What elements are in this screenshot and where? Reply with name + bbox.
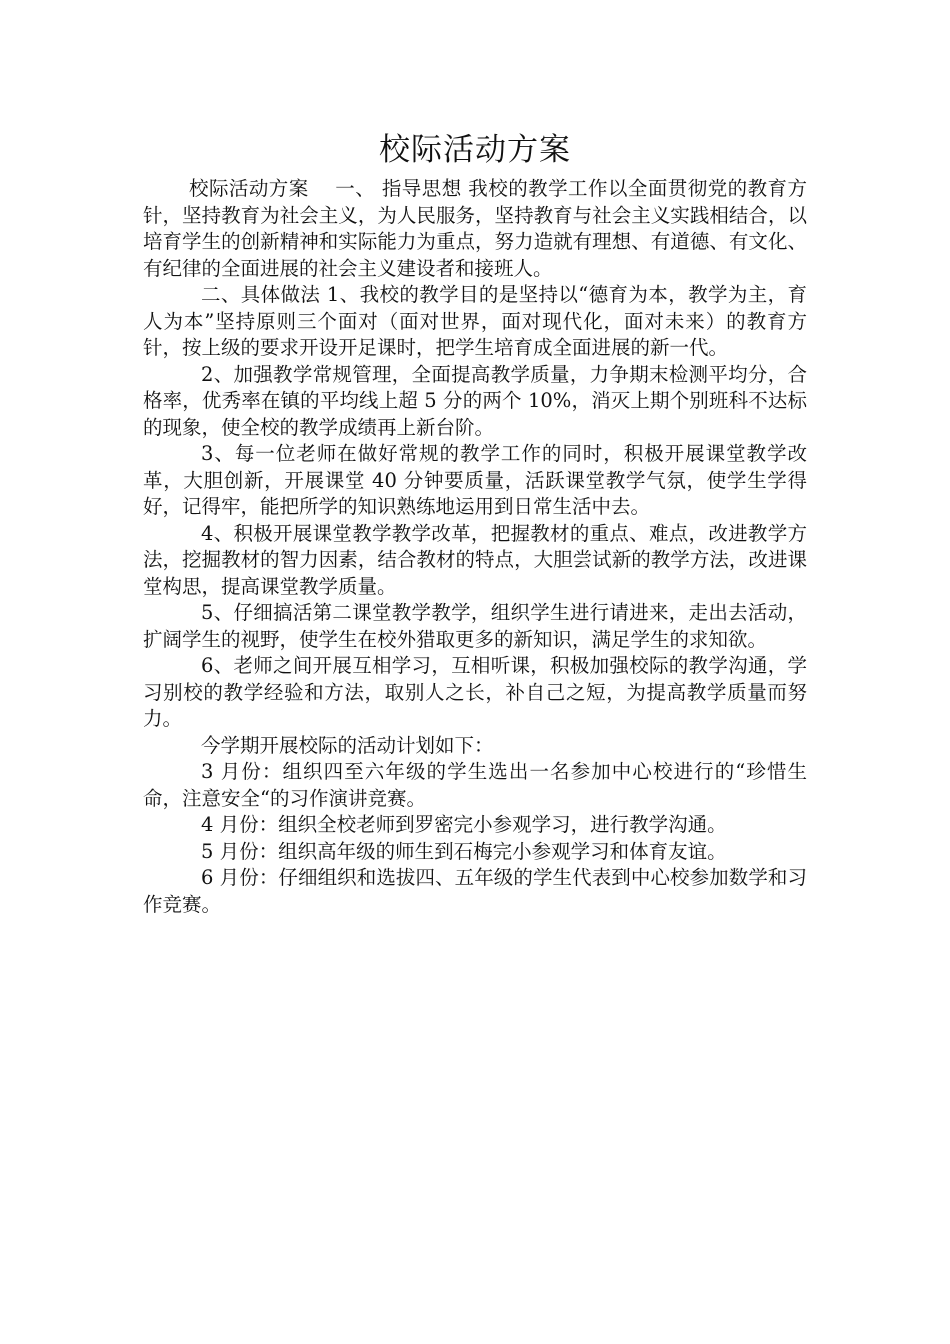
document-title: 校际活动方案 — [379, 132, 571, 168]
paragraph-item-6: 6、老师之间开展互相学习，互相听课，积极加强校际的教学沟通，学习别校的教学经验和方法，取别人之长，补自己之短，为提高教学质量而努力。 — [143, 654, 807, 730]
paragraph-item-3: 3、每一位老师在做好常规的教学工作的同时，积极开展课堂教学改革，大胆创新，开展课堂 40 分钟要质量，活跃课堂教学气氛，使学生学得好，记得牢，能把所学的知识熟练地运用到日常生活中去。 — [143, 442, 807, 518]
document-body — [143, 176, 807, 918]
paragraph-plan-may: 5 月份：组织高年级的师生到石梅完小参观学习和体育友谊。 — [201, 839, 727, 863]
paragraph-plan-april: 4 月份：组织全校老师到罗密完小参观学习，进行教学沟通。 — [201, 813, 727, 836]
paragraph-item-4: 4、积极开展课堂教学教学改革，把握教材的重点、难点，改进教学方法，挖掘教材的智力因素，结合教材的特点，大胆尝试新的教学方法，改进课堂构思，提高课堂教学质量。 — [143, 521, 807, 598]
paragraph-plan-intro: 今学期开展校际的活动计划如下： — [201, 733, 494, 757]
paragraph-guiding-ideology: 校际活动方案 一、 指导思想 我校的教学工作以全面贯彻党的教育方针，坚持教育为社会主义，为人民服务，坚持教育与社会主义实践相结合，以培育学生的创新精神和实际能力为重点，努力造就有理想、有道德、有文化、有纪律的全面进展的社会主义建设者和接班人。 — [143, 177, 807, 280]
paragraph-item-2: 2、加强教学常规管理，全面提高教学质量，力争期末检测平均分，合格率，优秀率在镇的平均线上超 5 分的两个 10%，消灭上期个别班科不达标的现象，使全校的教学成绩再上新台阶。 — [143, 362, 807, 439]
paragraph-item-5: 5、仔细搞活第二课堂教学教学，组织学生进行请进来，走出去活动，扩阔学生的视野，使学生在校外猎取更多的新知识，满足学生的求知欲。 — [143, 601, 807, 651]
paragraph-specific-methods: 二、具体做法 1、我校的教学目的是坚持以“德育为本，教学为主，育人为本”坚持原则三个面对（面对世界，面对现代化，面对未来）的教育方针，按上级的要求开设开足课时，把学生培育成全面进展的新一代。 — [143, 283, 807, 359]
paragraph-plan-march: 3 月份：组织四至六年级的学生选出一名参加中心校进行的“珍惜生命，注意安全“的习作演讲竞赛。 — [143, 760, 807, 810]
paragraph-plan-june: 6 月份：仔细组织和选拔四、五年级的学生代表到中心校参加数学和习作竞赛。 — [143, 866, 807, 916]
